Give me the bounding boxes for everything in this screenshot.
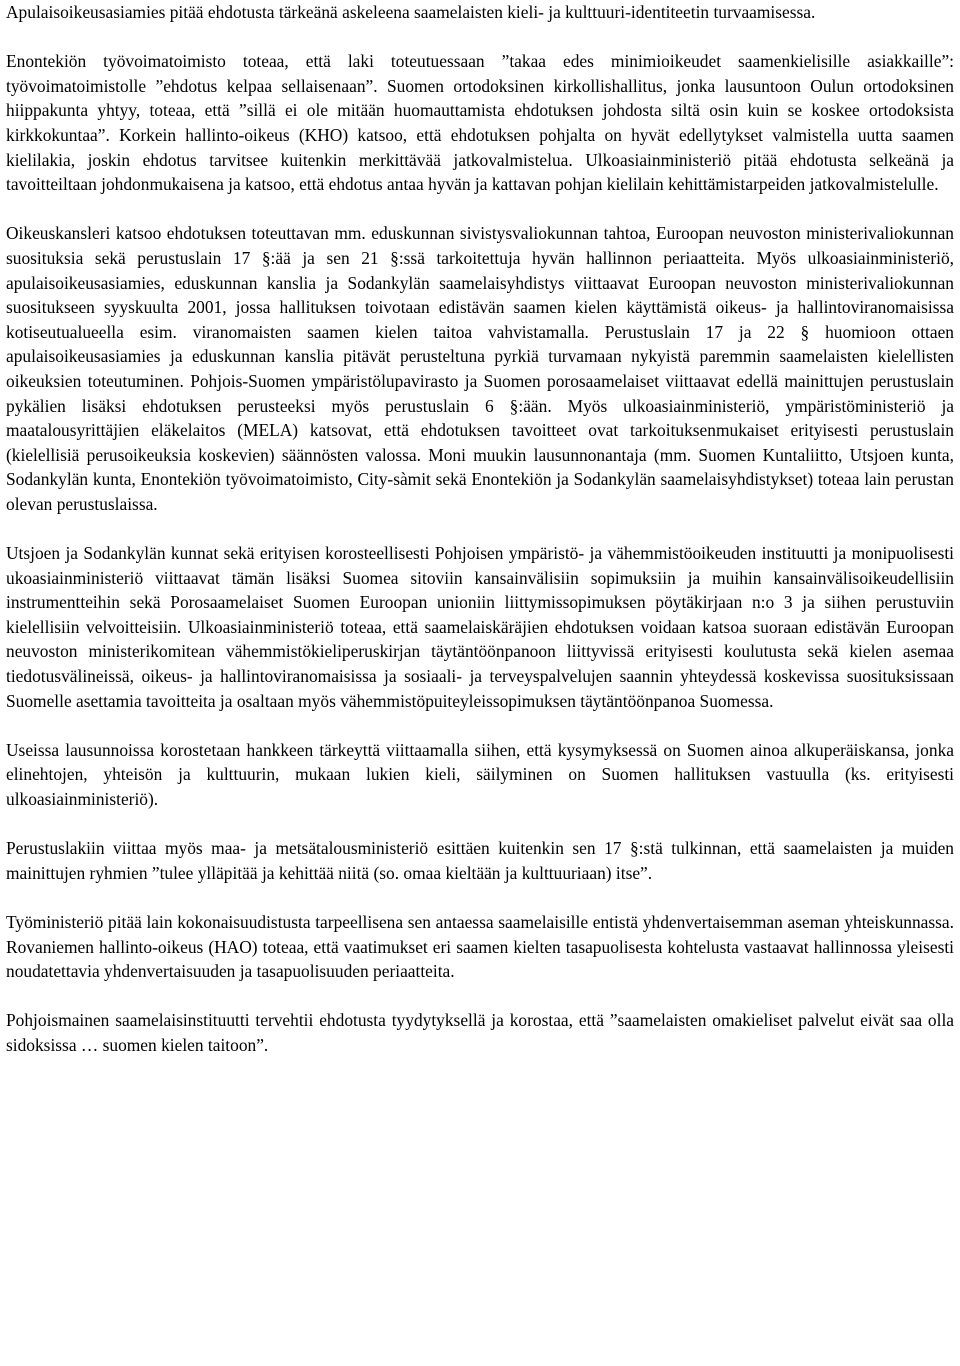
paragraph-8: Pohjoismainen saamelaisinstituutti tervehtii ehdotusta tyydytyksellä ja korostaa, että ”saamelaisten omakieliset palvelut eivät saa olla sidoksissa … suomen kielen taitoon”. [6, 1010, 954, 1055]
paragraph-4: Utsjoen ja Sodankylän kunnat sekä erityisen korosteellisesti Pohjoisen ympäristö- ja vähemmistöoikeuden instituutti ja monipuolisesti ukoasiainministeriö viittaavat tämän lisäksi Suomea sitoviin kansainvälisiin sopimuksiin ja muihin kansainvälisoikeudellisiin instrumentteihin sekä Porosaamelaiset Suomen Euroopan unioniin liittymissopimuksen pöytäkirjaan n:o 3 ja siihen perustuviin kielellisiin velvoitteisiin. Ulkoasiainministeriö toteaa, että saamelaiskäräjien ehdotuksen voidaan katsoa suoraan edistävän Euroopan neuvoston ministerikomitean vähemmistökieliperuskirjan täytäntöönpanoon liittyvissä erityisesti koulutusta sekä kielen asemaa tiedotusvälineissä, oikeus- ja hallintoviranomaisissa ja sosiaali- ja terveyspalvelujen saannin yhteydessä koskevissa suosituksissaan Suomelle asettamia tavoitteita ja osaltaan myös vähemmistöpuiteyleissopimuksen täytäntöönpanoa Suomessa. [6, 543, 954, 711]
paragraph-2: Enontekiön työvoimatoimisto toteaa, että laki toteutuessaan ”takaa edes minimioikeudet saamenkielisille asiakkaille”: työvoimatoimistolle ”ehdotus kelpaa sellaisenaan”. Suomen ortodoksinen kirkollishallitus, jonka lausuntoon Oulun ortodoksinen hiippakunta yhtyy, toteaa, että ”sillä ei ole mitään huomauttamista ehdotuksen johdosta siltä osin kuin se koskee ortodoksista kirkkokuntaa”. Korkein hallinto-oikeus (KHO) katsoo, että ehdotuksen pohjalta on hyvät edellytykset valmistella uutta saamen kielilakia, joskin ehdotus tarvitsee kuitenkin merkittävää jatkovalmistelua. Ulkoasiainministeriö pitää ehdotusta selkeänä ja tavoitteiltaan johdonmukaisena ja katsoo, että ehdotus antaa hyvän ja kattavan pohjan kielilain kehittämistarpeiden jatkovalmistelulle. [6, 51, 954, 195]
paragraph-7: Työministeriö pitää lain kokonaisuudistusta tarpeellisena sen antaessa saamelaisille entistä yhdenvertaisemman aseman yhteiskunnassa. Rovaniemen hallinto-oikeus (HAO) toteaa, että vaatimukset eri saamen kielten tasapuolisesta kohtelusta vastaavat hallinnossa yleisesti noudatettavia yhdenvertaisuuden ja tasapuolisuuden periaatteita. [6, 911, 954, 982]
paragraph-3: Oikeuskansleri katsoo ehdotuksen toteuttavan mm. eduskunnan sivistysvaliokunnan tahtoa, Euroopan neuvoston ministerivaliokunnan suosituksia sekä perustuslain 17 §:ää ja sen 21 §:ssä tarkoitettuja hyvän hallinnon periaatteita. Myös ulkoasiainministeriö, apulaisoikeusasiamies, eduskunnan kanslia ja Sodankylän saamelaisyhdistys viittaavat Euroopan neuvoston ministerivaliokunnan suositukseen syyskuulta 2001, jossa hallituksen toivotaan edistävän saamen kielen käyttämistä oikeus- ja hallintoviranomaisissa kotiseutualueella esim. viranomaisten saamen kielen taitoa vahvistamalla. Perustuslain 17 ja 22 § huomioon ottaen apulaisoikeusasiamies ja eduskunnan kanslia pitävät perusteltuna pyrkiä turvamaan nykyistä paremmin saamelaisten kielellisten oikeuksien toteutuminen. Pohjois-Suomen ympäristölupavirasto ja Suomen porosaamelaiset viittaavat edellä mainittujen perustuslain pykälien lisäksi ehdotuksen perusteeksi myös perustuslain 6 §:ään. Myös ulkoasiainministeriö, ympäristöministeriö ja maatalousyrittäjien eläkelaitos (MELA) katsovat, että ehdotuksen tavoitteet ovat tarkoituksenmukaiset erityisesti perustuslain (kielellisiä perusoikeuksia koskevien) säännösten valossa. Moni muukin lausunnonantaja (mm. Suomen Kuntaliitto, Utsjoen kunta, Sodankylän kunta, Enontekiön työvoimatoimisto, City-sàmit sekä Enontekiön ja Sodankylän saamelaisyhdistykset) toteaa lain perustan olevan perustuslaissa. [6, 223, 954, 514]
paragraph-5: Useissa lausunnoissa korostetaan hankkeen tärkeyttä viittaamalla siihen, että kysymyksessä on Suomen ainoa alkuperäiskansa, jonka elinehtojen, yhteisön ja kulttuurin, mukaan lukien kieli, säilyminen on Suomen hallituksen vastuulla (ks. erityisesti ulkoasiainministeriö). [6, 739, 954, 809]
paragraph-6: Perustuslakiin viittaa myös maa- ja metsätalousministeriö esittäen kuitenkin sen 17 §:stä tulkinnan, että saamelaisten ja muiden mainittujen ryhmien ”tulee ylläpitää ja kehittää niitä (so. omaa kieltään ja kulttuuriaan) itse”. [6, 838, 954, 883]
paragraph-1: Apulaisoikeusasiamies pitää ehdotusta tärkeänä askeleena saamelaisten kieli- ja kulttuuri-identiteetin turvaamisessa. [6, 2, 816, 22]
